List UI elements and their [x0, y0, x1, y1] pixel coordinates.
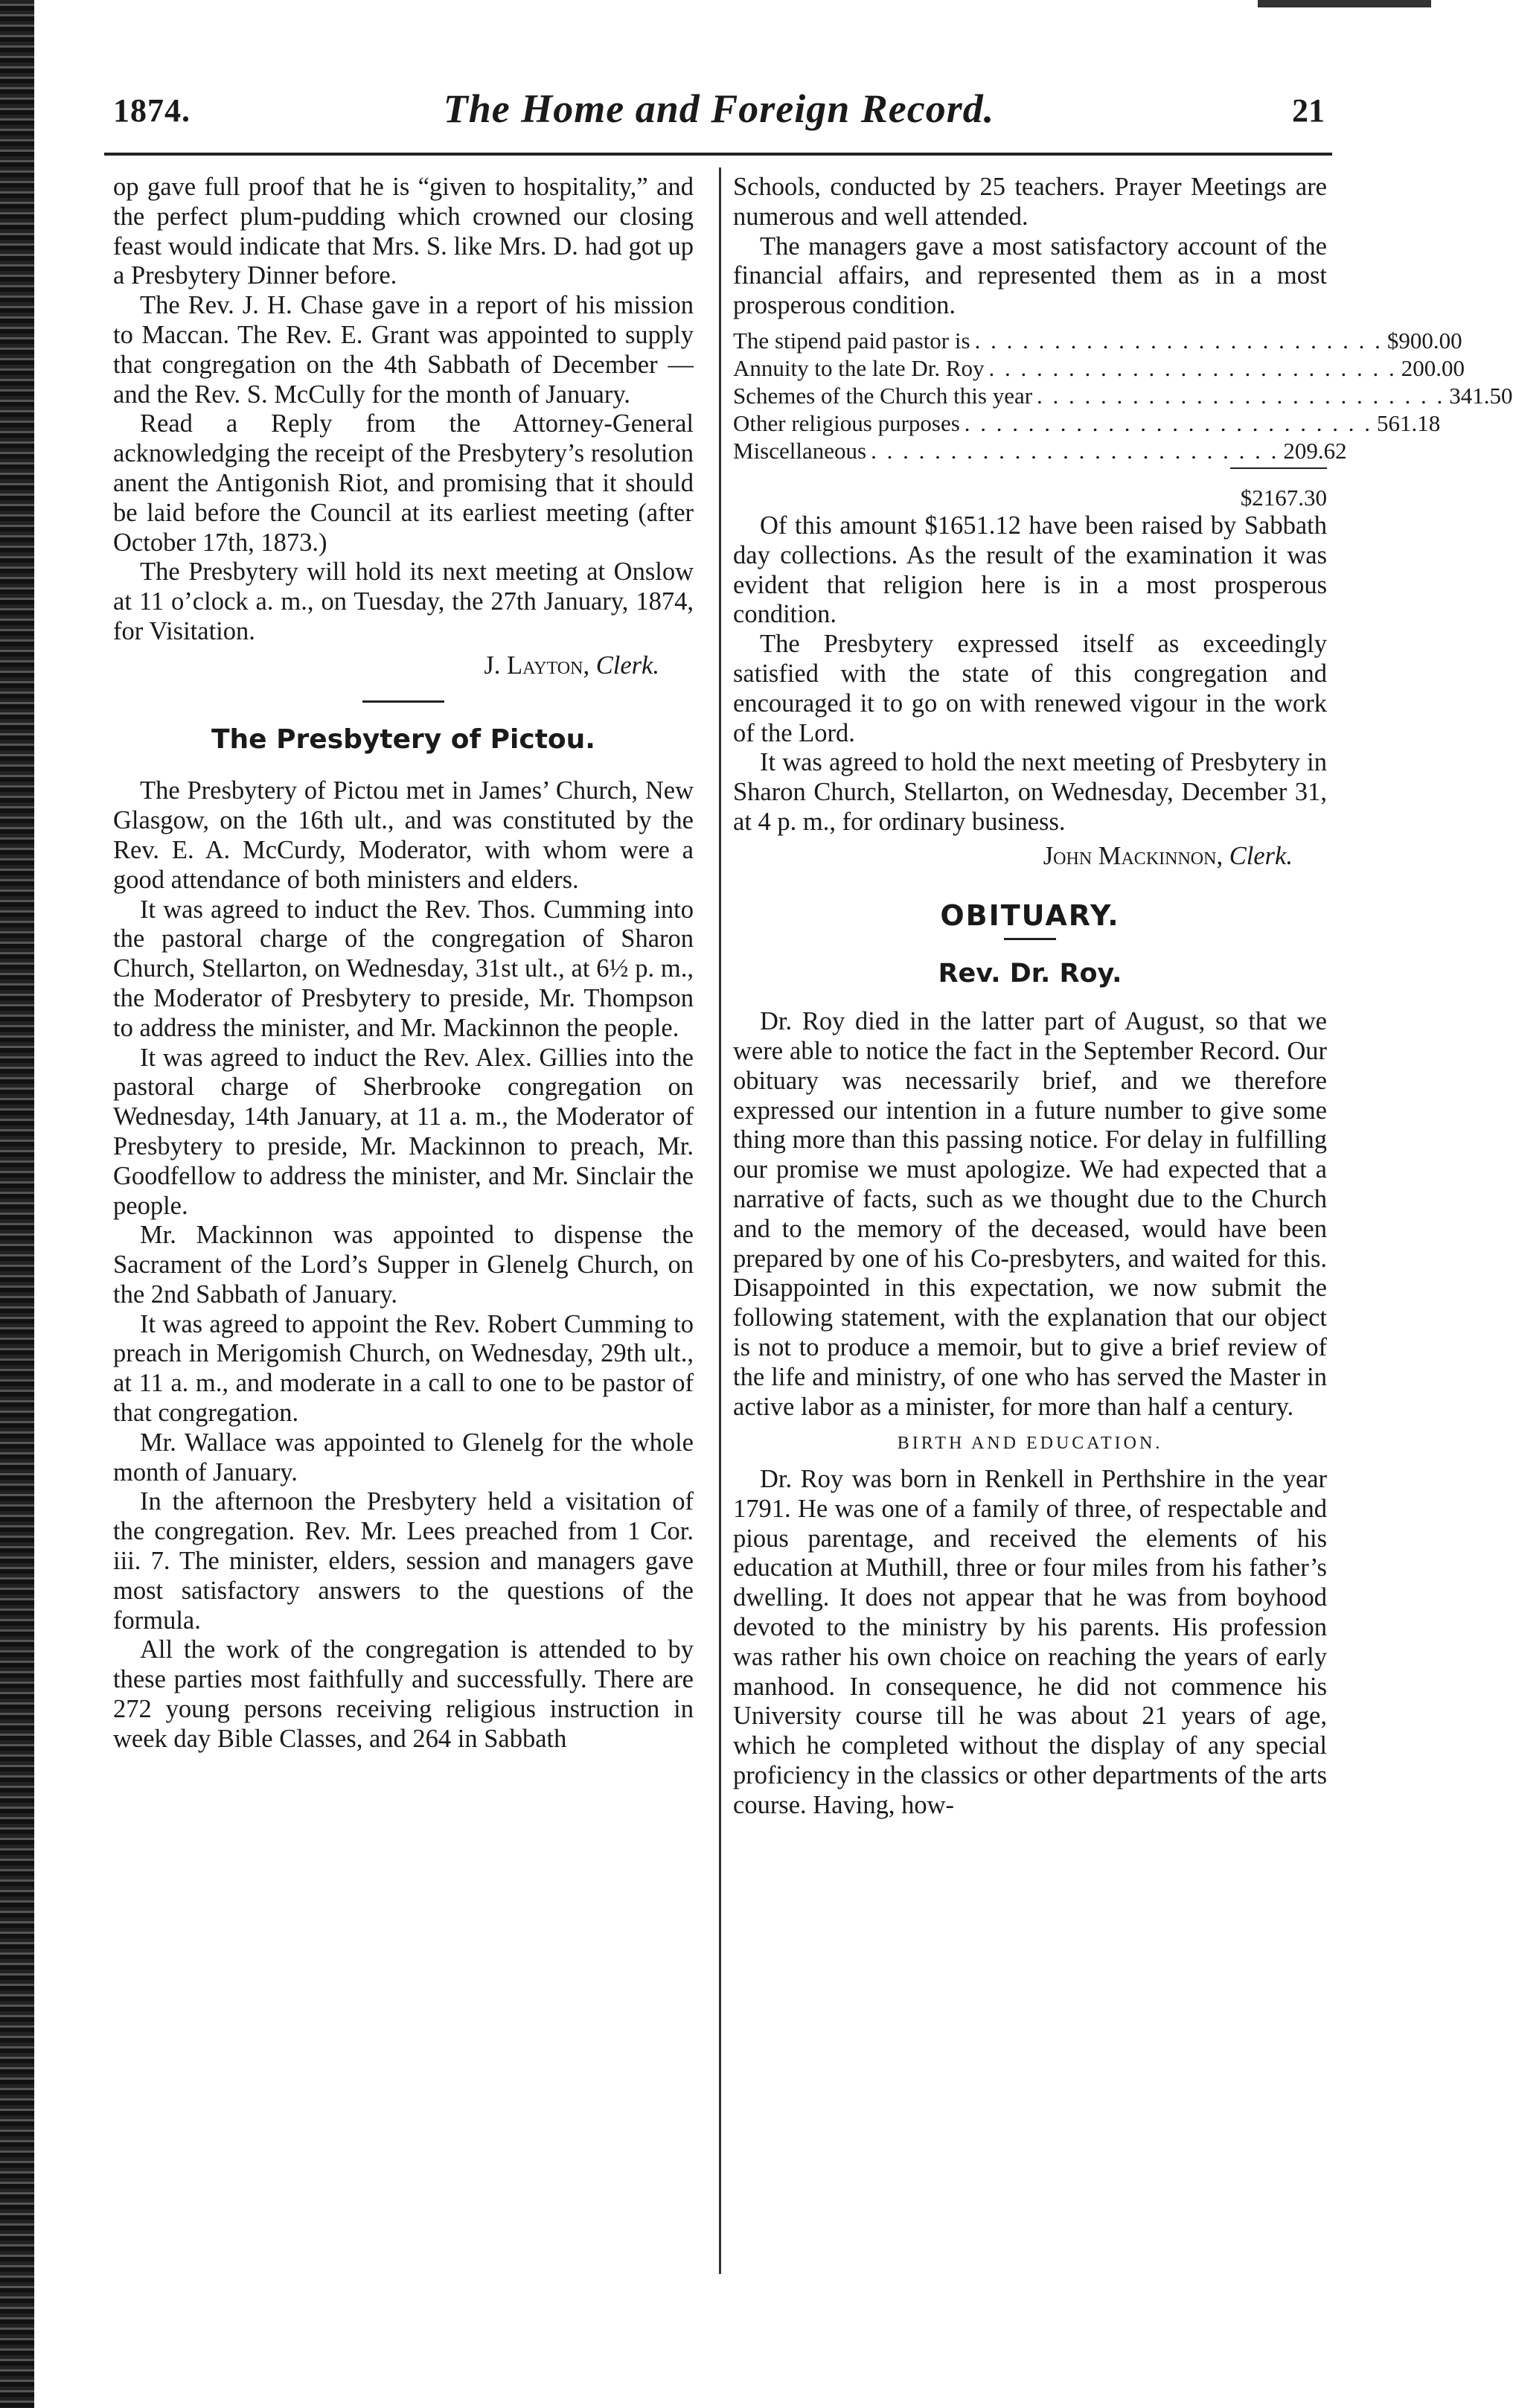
- ledger-label: Other religious purposes: [733, 409, 960, 436]
- paragraph: Mr. Mackinnon was appointed to dispense the Sacrament of the Lord’s Supper in Glenelg Church, on the 2nd Sabbath of January.: [113, 1221, 694, 1309]
- paragraph: The Presbytery expressed itself as exceedingly satisfied with the state of this congregation and encouraged it to go on with renewed vigour in the work of the Lord.: [733, 630, 1327, 747]
- right-column: [733, 173, 1513, 1821]
- paragraph: The managers gave a most satisfactory account of the financial affairs, and represented them as in a most prosperous condition.: [733, 231, 1327, 320]
- ledger-row: [733, 327, 1462, 354]
- ledger-amount: 561.18: [1377, 409, 1441, 436]
- ledger-row: [733, 409, 1441, 437]
- title-underline: [1004, 938, 1056, 940]
- paragraph: It was agreed to appoint the Rev. Robert Cumming to preach in Merigomish Church, on Wednesday, 29th ult., at 11 a. m., and moderate in a call to one to be pastor of that congregation.: [113, 1309, 694, 1428]
- leader-dots: . . . . . . . . . . . . . . . . . . . . . . . . . .: [871, 437, 1279, 464]
- top-edge-rule: [1258, 0, 1431, 7]
- left-column: [113, 173, 694, 1754]
- section-divider: [362, 700, 444, 703]
- leader-dots: . . . . . . . . . . . . . . . . . . . . . . . . . .: [974, 327, 1383, 354]
- journal-title: The Home and Foreign Record.: [443, 86, 995, 131]
- ledger-label: Annuity to the late Dr. Roy: [733, 354, 985, 381]
- total-rule: [1230, 467, 1327, 469]
- ledger-total: $2167.30: [1240, 484, 1327, 511]
- ledger-amount: 209.62: [1283, 437, 1347, 464]
- paragraph: It was agreed to induct the Rev. Alex. Gillies into the pastoral charge of Sherbrooke congregation on Wednesday, 14th January, at 11 a. m., the Moderator of Presbytery to preside, Mr. Mackinnon to preach, Mr. Goodfellow to address the minister, and Mr. Sinclair the people.: [113, 1043, 694, 1220]
- paragraph: Mr. Wallace was appointed to Glenelg for the whole month of January.: [113, 1428, 694, 1486]
- page-number: 21: [1292, 92, 1325, 129]
- header-year: 1874.: [113, 92, 191, 129]
- column-divider: [719, 167, 721, 2274]
- clerk-name: J. Layton,: [484, 651, 590, 680]
- leader-dots: . . . . . . . . . . . . . . . . . . . . . . . . . .: [1037, 382, 1445, 409]
- clerk-signature: [733, 842, 1327, 872]
- page-header: [113, 86, 1325, 138]
- ledger-row: [733, 382, 1513, 409]
- paragraph: Of this amount $1651.12 have been raised by Sabbath day collections. As the result of the examination it was evident that religion here is in a most prosperous condition.: [733, 511, 1327, 629]
- leader-dots: . . . . . . . . . . . . . . . . . . . . . . . . . .: [988, 354, 1397, 381]
- binding-spine: [0, 0, 34, 2408]
- financial-ledger: [733, 327, 1513, 511]
- paragraph: All the work of the congregation is attended to by these parties most faithfully and successfully. There are 272 young persons receiving religious instruction in week day Bible Classes, and 264 in Sabbath: [113, 1635, 694, 1753]
- paragraph: Dr. Roy died in the latter part of August, so that we were able to notice the fact in the September Record. Our obituary was necessarily brief, and we therefore expressed our intention in a future number to give some thing more than this passing notice. For delay in fulfilling our promise we must apologize. We had expected that a narrative of facts, such as we thought due to the Church and to the memory of the deceased, would have been prepared by one of his Co-presbyters, and waited for this. Disappointed in this expectation, we now submit the following statement, with the explanation that our object is not to produce a memoir, but to give a brief review of the life and ministry, of one who has served the Master in active labor as a minister, for more than half a century.: [733, 1007, 1327, 1421]
- section-title: The Presbytery of Pictou.: [211, 724, 595, 755]
- ledger-label: The stipend paid pastor is: [733, 327, 970, 354]
- paragraph: In the afternoon the Presbytery held a visitation of the congregation. Rev. Mr. Lees preached from 1 Cor. iii. 7. The minister, elders, session and managers gave most satisfactory answers to the questions of the formula.: [113, 1487, 694, 1635]
- paragraph: op gave full proof that he is “given to hospitality,” and the perfect plum-pudding which crowned our closing feast would indicate that Mrs. S. like Mrs. D. had got up a Presbytery Dinner before.: [113, 173, 694, 290]
- paragraph: Schools, conducted by 25 teachers. Prayer Meetings are numerous and well attended.: [733, 173, 1327, 231]
- leader-dots: . . . . . . . . . . . . . . . . . . . . . . . . . .: [964, 409, 1373, 436]
- ledger-amount: 341.50: [1449, 382, 1513, 409]
- clerk-role: Clerk.: [1229, 841, 1293, 870]
- header-rule: [104, 153, 1332, 156]
- paragraph: It was agreed to hold the next meeting of Presbytery in Sharon Church, Stellarton, on Wednesday, December 31, at 4 p. m., for ordinary business.: [733, 748, 1327, 836]
- clerk-signature: [113, 651, 694, 681]
- paragraph: Dr. Roy was born in Renkell in Perthshire in the year 1791. He was one of a family of three, of respectable and pious parentage, and received the elements of his education at Muthill, three or four miles from his father’s dwelling. It does not appear that he was from boyhood devoted to the ministry by his parents. His profession was rather his own choice on reaching the years of early manhood. In consequence, he did not commence his University course till he was about 21 years of age, which he completed without the display of any special proficiency in the classics or other departments of the arts course. Having, how-: [733, 1465, 1328, 1819]
- paragraph: The Presbytery of Pictou met in James’ Church, New Glasgow, on the 16th ult., and was constituted by the Rev. E. A. McCurdy, Moderator, with whom were a good attendance of both ministers and elders.: [113, 776, 694, 894]
- clerk-role: Clerk.: [595, 651, 659, 680]
- paragraph: It was agreed to induct the Rev. Thos. Cumming into the pastoral charge of the congregation of Sharon Church, Stellarton, on Wednesday, 31st ult., at 6½ p. m., the Moderator of Presbytery to preside, Mr. Thompson to address the minister, and Mr. Mackinnon the people.: [113, 895, 694, 1042]
- obituary-title: OBITUARY.: [940, 898, 1120, 932]
- ledger-amount: 200.00: [1401, 354, 1465, 381]
- paragraph: The Presbytery will hold its next meeting at Onslow at 11 o’clock a. m., on Tuesday, the 27th January, 1874, for Visitation.: [113, 558, 694, 645]
- ledger-amount: $900.00: [1386, 327, 1462, 354]
- ledger-label: Schemes of the Church this year: [733, 382, 1033, 409]
- ledger-row: [733, 354, 1465, 382]
- subsection-heading: BIRTH AND EDUCATION.: [897, 1434, 1163, 1454]
- obituary-subtitle: Rev. Dr. Roy.: [938, 959, 1122, 989]
- ledger-label: Miscellaneous: [733, 437, 867, 464]
- paragraph: Read a Reply from the Attorney-General acknowledging the receipt of the Presbytery’s resolution anent the Antigonish Riot, and promising that it should be laid before the Council at its earliest meeting (after October 17th, 1873.): [113, 409, 694, 557]
- ledger-row: [733, 437, 1347, 464]
- clerk-name: John Mackinnon,: [1043, 841, 1223, 870]
- paragraph: The Rev. J. H. Chase gave in a report of his mission to Maccan. The Rev. E. Grant was appointed to supply that congregation on the 4th Sabbath of December —and the Rev. S. McCully for the month of January.: [113, 291, 694, 409]
